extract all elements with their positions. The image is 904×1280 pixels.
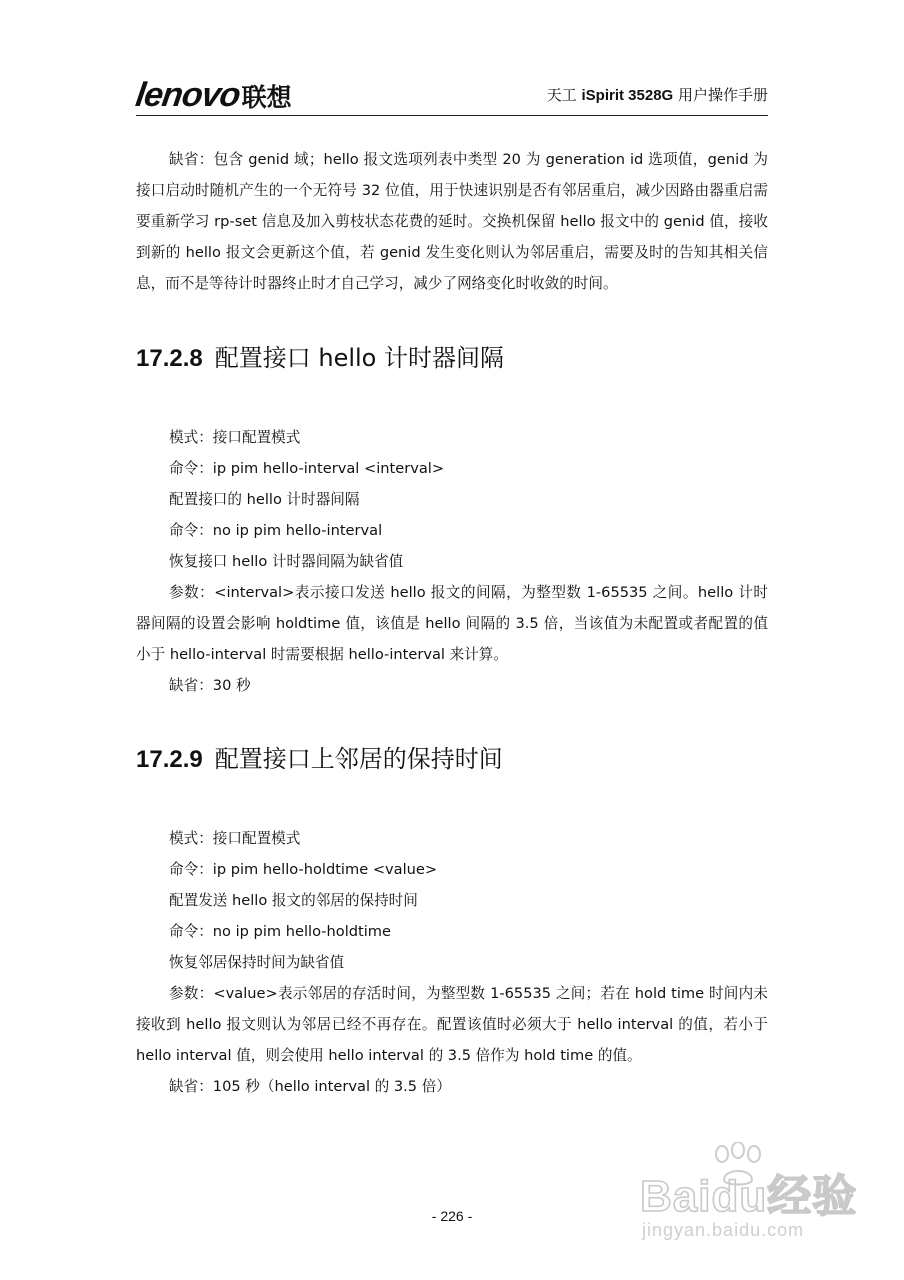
logo-latin-text: lenovo: [133, 76, 243, 114]
page-header: [133, 62, 768, 117]
section-heading-17-2-8: [136, 346, 504, 371]
lenovo-logo: [133, 76, 292, 114]
command-line: 命令：no ip pim hello-interval: [169, 522, 383, 539]
parameters-text: 参数：<interval>表示接口发送 hello 报文的间隔，为整型数 1-65535 之间。hello 计时器间隔的设置会影响 holdtime 值，该值是 hello 间隔的 3.5 倍，当该值为未配置或者配置的值小于 hello-interval 时需要根据 hello-interval 来计算。: [136, 584, 768, 663]
section-number: 17.2.8: [136, 345, 203, 372]
parameters-text: 参数：<value>表示邻居的存活时间，为整型数 1-65535 之间；若在 hold time 时间内未接收到 hello 报文则认为邻居已经不再存在。配置该值时必须大于 hello interval 的值，若小于 hello interval 值，则会使用 hello interval 的 3.5 倍作为 hold time 的值。: [136, 985, 768, 1064]
section-title: 配置接口上邻居的保持时间: [214, 745, 503, 773]
command-line: 命令：no ip pim hello-holdtime: [169, 923, 391, 940]
command-description: 恢复接口 hello 计时器间隔为缺省值: [169, 553, 404, 570]
intro-paragraph: [136, 144, 768, 299]
section-heading-17-2-9: [136, 747, 503, 772]
parameters-paragraph: [136, 978, 768, 1071]
watermark-site: jingyan.baidu.com: [642, 1220, 805, 1240]
intro-paragraph-text: 缺省：包含 genid 域；hello 报文选项列表中类型 20 为 generation id 选项值，genid 为接口启动时随机产生的一个无符号 32 位值，用于快速识别是否有邻居重启，减少因路由器重启需要重新学习 rp-set 信息及加入剪枝状态花费的延时。交换机保留 hello 报文中的 genid 值，接收到新的 hello 报文会更新这个值，若 genid 发生变化则认为邻居重启，需要及时的告知其相关信息，而不是等待计时器终止时才自己学习，减少了网络变化时收敛的时间。: [136, 151, 768, 292]
manual-title-product: iSpirit 3528G: [581, 87, 674, 104]
command-description: 配置发送 hello 报文的邻居的保持时间: [169, 892, 418, 909]
default-line: 缺省：30 秒: [169, 677, 251, 694]
manual-title-suffix: 用户操作手册: [673, 86, 768, 104]
logo-cjk-text: 联想: [241, 83, 292, 112]
watermark-brand: Baidu经验: [640, 1172, 858, 1221]
baidu-jingyan-watermark: [640, 1138, 870, 1248]
mode-line: 模式：接口配置模式: [169, 830, 301, 847]
section-title: 配置接口 hello 计时器间隔: [214, 344, 504, 372]
header-divider: [136, 115, 768, 116]
command-line: 命令：ip pim hello-holdtime <value>: [169, 861, 438, 878]
command-line: 命令：ip pim hello-interval <interval>: [169, 460, 445, 477]
section-number: 17.2.9: [136, 746, 203, 773]
mode-line: 模式：接口配置模式: [169, 429, 301, 446]
manual-title: [547, 84, 768, 105]
default-line: 缺省：105 秒（hello interval 的 3.5 倍）: [169, 1078, 451, 1095]
manual-title-prefix: 天工: [546, 86, 582, 104]
page-number: - 226 -: [431, 1208, 473, 1224]
command-description: 恢复邻居保持时间为缺省值: [169, 954, 345, 971]
parameters-paragraph: [136, 577, 768, 670]
command-description: 配置接口的 hello 计时器间隔: [169, 491, 360, 508]
